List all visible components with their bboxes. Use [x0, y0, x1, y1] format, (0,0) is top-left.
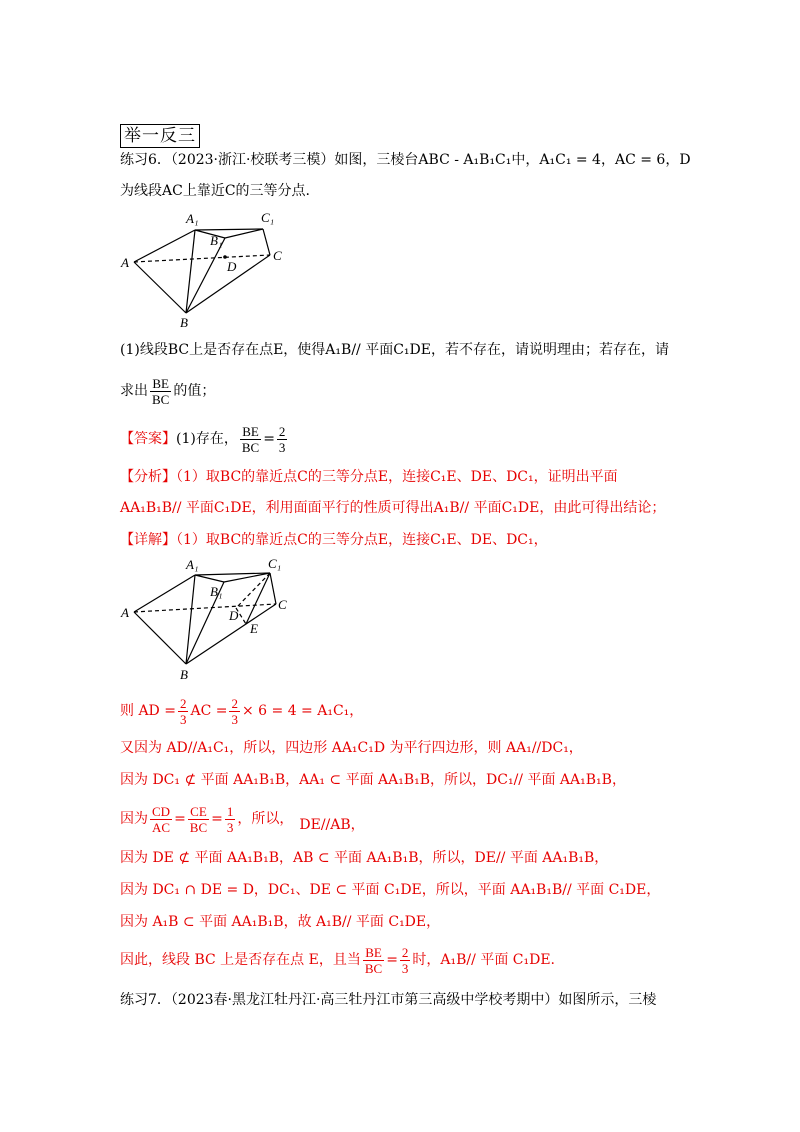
- exercise6-line1: 练习6．（2023·浙江·校联考三模）如图，三棱台ABC - A₁B₁C₁中，A₁C₁ = 4，AC = 6，D: [120, 152, 691, 168]
- section-title: 举一反三: [120, 124, 200, 148]
- figure-frustum-2: [118, 556, 303, 686]
- edge-A-B: [134, 612, 186, 664]
- edge-A-C-hidden: [134, 255, 270, 262]
- edge-A1-B1: [195, 575, 224, 582]
- answer-line: 【答案】(1)存在， $\frac{BE}{BC}$ = $\frac{2}{3}$: [120, 423, 286, 455]
- step-3: 因为 DC₁ ⊄ 平面 AA₁B₁B，AA₁ ⊂ 平面 AA₁B₁B，所以，DC₁// 平面 AA₁B₁B，: [120, 772, 626, 788]
- exercise6-line2: 为线段AC上靠近C的三等分点.: [120, 183, 310, 199]
- label-C: C: [278, 597, 287, 612]
- exercise7-line1: 练习7．（2023春·黑龙江牡丹江·高三牡丹江市第三高级中学校考期中）如图所示，三棱: [120, 992, 657, 1008]
- figure-frustum-1: [118, 205, 288, 330]
- label-A1: A₁: [186, 557, 199, 572]
- label-C1: C₁: [261, 210, 275, 225]
- label-B: B: [180, 315, 188, 330]
- step-8: 因此，线段 BC 上是否存在点 E，且当 $\frac{BE}{BC}$ = $\frac{2}{3}$ 时，A₁B// 平面 C₁DE.: [120, 944, 555, 976]
- label-C1: C₁: [268, 556, 282, 571]
- label-D: D: [229, 608, 239, 623]
- label-C: C: [273, 248, 282, 263]
- edge-C1-C: [270, 573, 276, 604]
- label-B1: B₁: [210, 233, 223, 248]
- question-line2: 求出 $\frac{BE}{BC}$ 的值；: [120, 375, 216, 407]
- label-D: D: [227, 259, 237, 274]
- label-A: A: [121, 605, 129, 620]
- label-A: A: [121, 255, 129, 270]
- label-B1: B₁: [210, 584, 223, 599]
- label-A1: A₁: [186, 211, 199, 226]
- edge-A1-B: [186, 230, 195, 313]
- analysis-line1: 【分析】（1）取BC的靠近点C的三等分点E，连接C₁E、DE、DC₁，证明出平面: [120, 469, 618, 485]
- analysis-line2: AA₁B₁B// 平面C₁DE，利用面面平行的性质可得出A₁B// 平面C₁DE，由此可得出结论；: [120, 500, 666, 516]
- edge-A-A1: [134, 230, 195, 262]
- step-6: 因为 DC₁ ∩ DE = D，DC₁、DE ⊂ 平面 C₁DE，所以，平面 AA₁B₁B// 平面 C₁DE，: [120, 882, 661, 898]
- label-B: B: [180, 667, 188, 682]
- edge-B1-C1: [225, 229, 263, 238]
- question-line1: (1)线段BC上是否存在点E，使得A₁B// 平面C₁DE，若不存在，请说明理由；若存在，请: [120, 342, 669, 358]
- edge-A1-B: [186, 575, 195, 664]
- step-4: 因为 $\frac{CD}{AC}$ = $\frac{CE}{BC}$ = $\frac{1}{3}$ ，所以， DE//AB，: [120, 803, 365, 835]
- detail-line1: 【详解】（1）取BC的靠近点C的三等分点E，连接C₁E、DE、DC₁，: [120, 532, 548, 548]
- step-5: 因为 DE ⊄ 平面 AA₁B₁B，AB ⊂ 平面 AA₁B₁B，所以，DE// 平面 AA₁B₁B，: [120, 850, 609, 866]
- label-E: E: [250, 621, 258, 636]
- step-1: 则 AD = $\frac{2}{3}$ AC = $\frac{2}{3}$ × 6 = 4 = A₁C₁，: [120, 695, 364, 727]
- edge-A-A1: [134, 575, 195, 612]
- edge-A-B: [134, 262, 186, 313]
- step-2: 又因为 AD//A₁C₁，所以，四边形 AA₁C₁D 为平行四边形，则 AA₁//DC₁，: [120, 740, 583, 756]
- edge-A-C-hidden: [134, 604, 276, 612]
- edge-B1-B: [186, 238, 225, 313]
- edge-C1-C: [263, 229, 270, 255]
- edge-A1-C1: [195, 229, 263, 230]
- step-7: 因为 A₁B ⊂ 平面 AA₁B₁B，故 A₁B// 平面 C₁DE，: [120, 914, 441, 930]
